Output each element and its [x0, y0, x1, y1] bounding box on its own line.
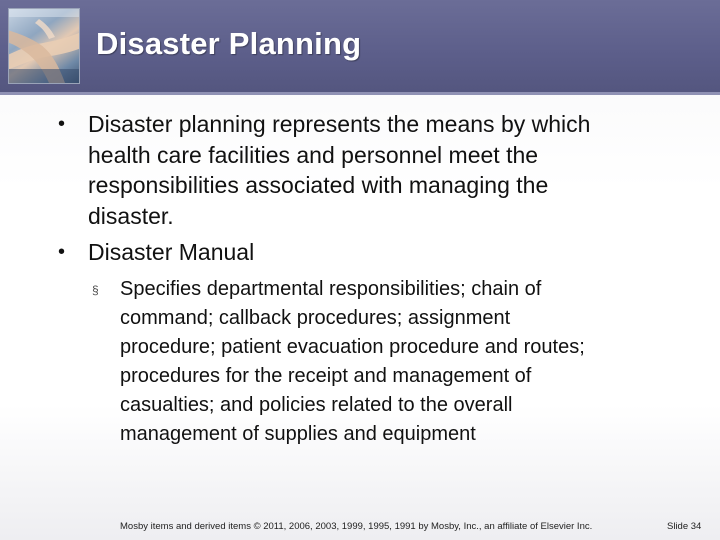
bullet-text — [88, 109, 688, 231]
bullet-marker: • — [58, 113, 66, 135]
bullet-marker: • — [58, 241, 66, 263]
sub-bullet-line: casualties; and policies related to the overall — [120, 394, 513, 416]
bullet-text — [88, 237, 688, 268]
header-divider — [0, 92, 720, 95]
footer-copyright: Mosby items and derived items © 2011, 2006, 2003, 1999, 1995, 1991 by Mosby, Inc., an affiliate of Elsevier Inc. — [120, 521, 593, 532]
slide-header — [0, 0, 720, 92]
sub-bullet-line: procedures for the receipt and management of — [120, 365, 532, 387]
bullet-line: Disaster Manual — [88, 239, 255, 265]
slide-number: Slide 34 — [667, 521, 702, 532]
sub-bullet-line: procedure; patient evacuation procedure and routes; — [120, 336, 585, 358]
slide-title: Disaster Planning — [96, 26, 362, 61]
sub-bullet-line: command; callback procedures; assignment — [120, 307, 511, 329]
sub-bullet-line: management of supplies and equipment — [120, 423, 476, 445]
bullet-line: Disaster planning represents the means by which — [88, 111, 591, 137]
sub-bullet-marker: § — [92, 283, 99, 297]
bullet-line: disaster. — [88, 202, 174, 229]
sub-bullet-text — [120, 275, 690, 449]
bullet-line: responsibilities associated with managing the — [88, 172, 549, 198]
sub-bullet-line: Specifies departmental responsibilities; chain of — [120, 278, 542, 300]
hands-photo-icon — [8, 8, 80, 84]
bullet-line: health care facilities and personnel meet the — [88, 141, 539, 168]
